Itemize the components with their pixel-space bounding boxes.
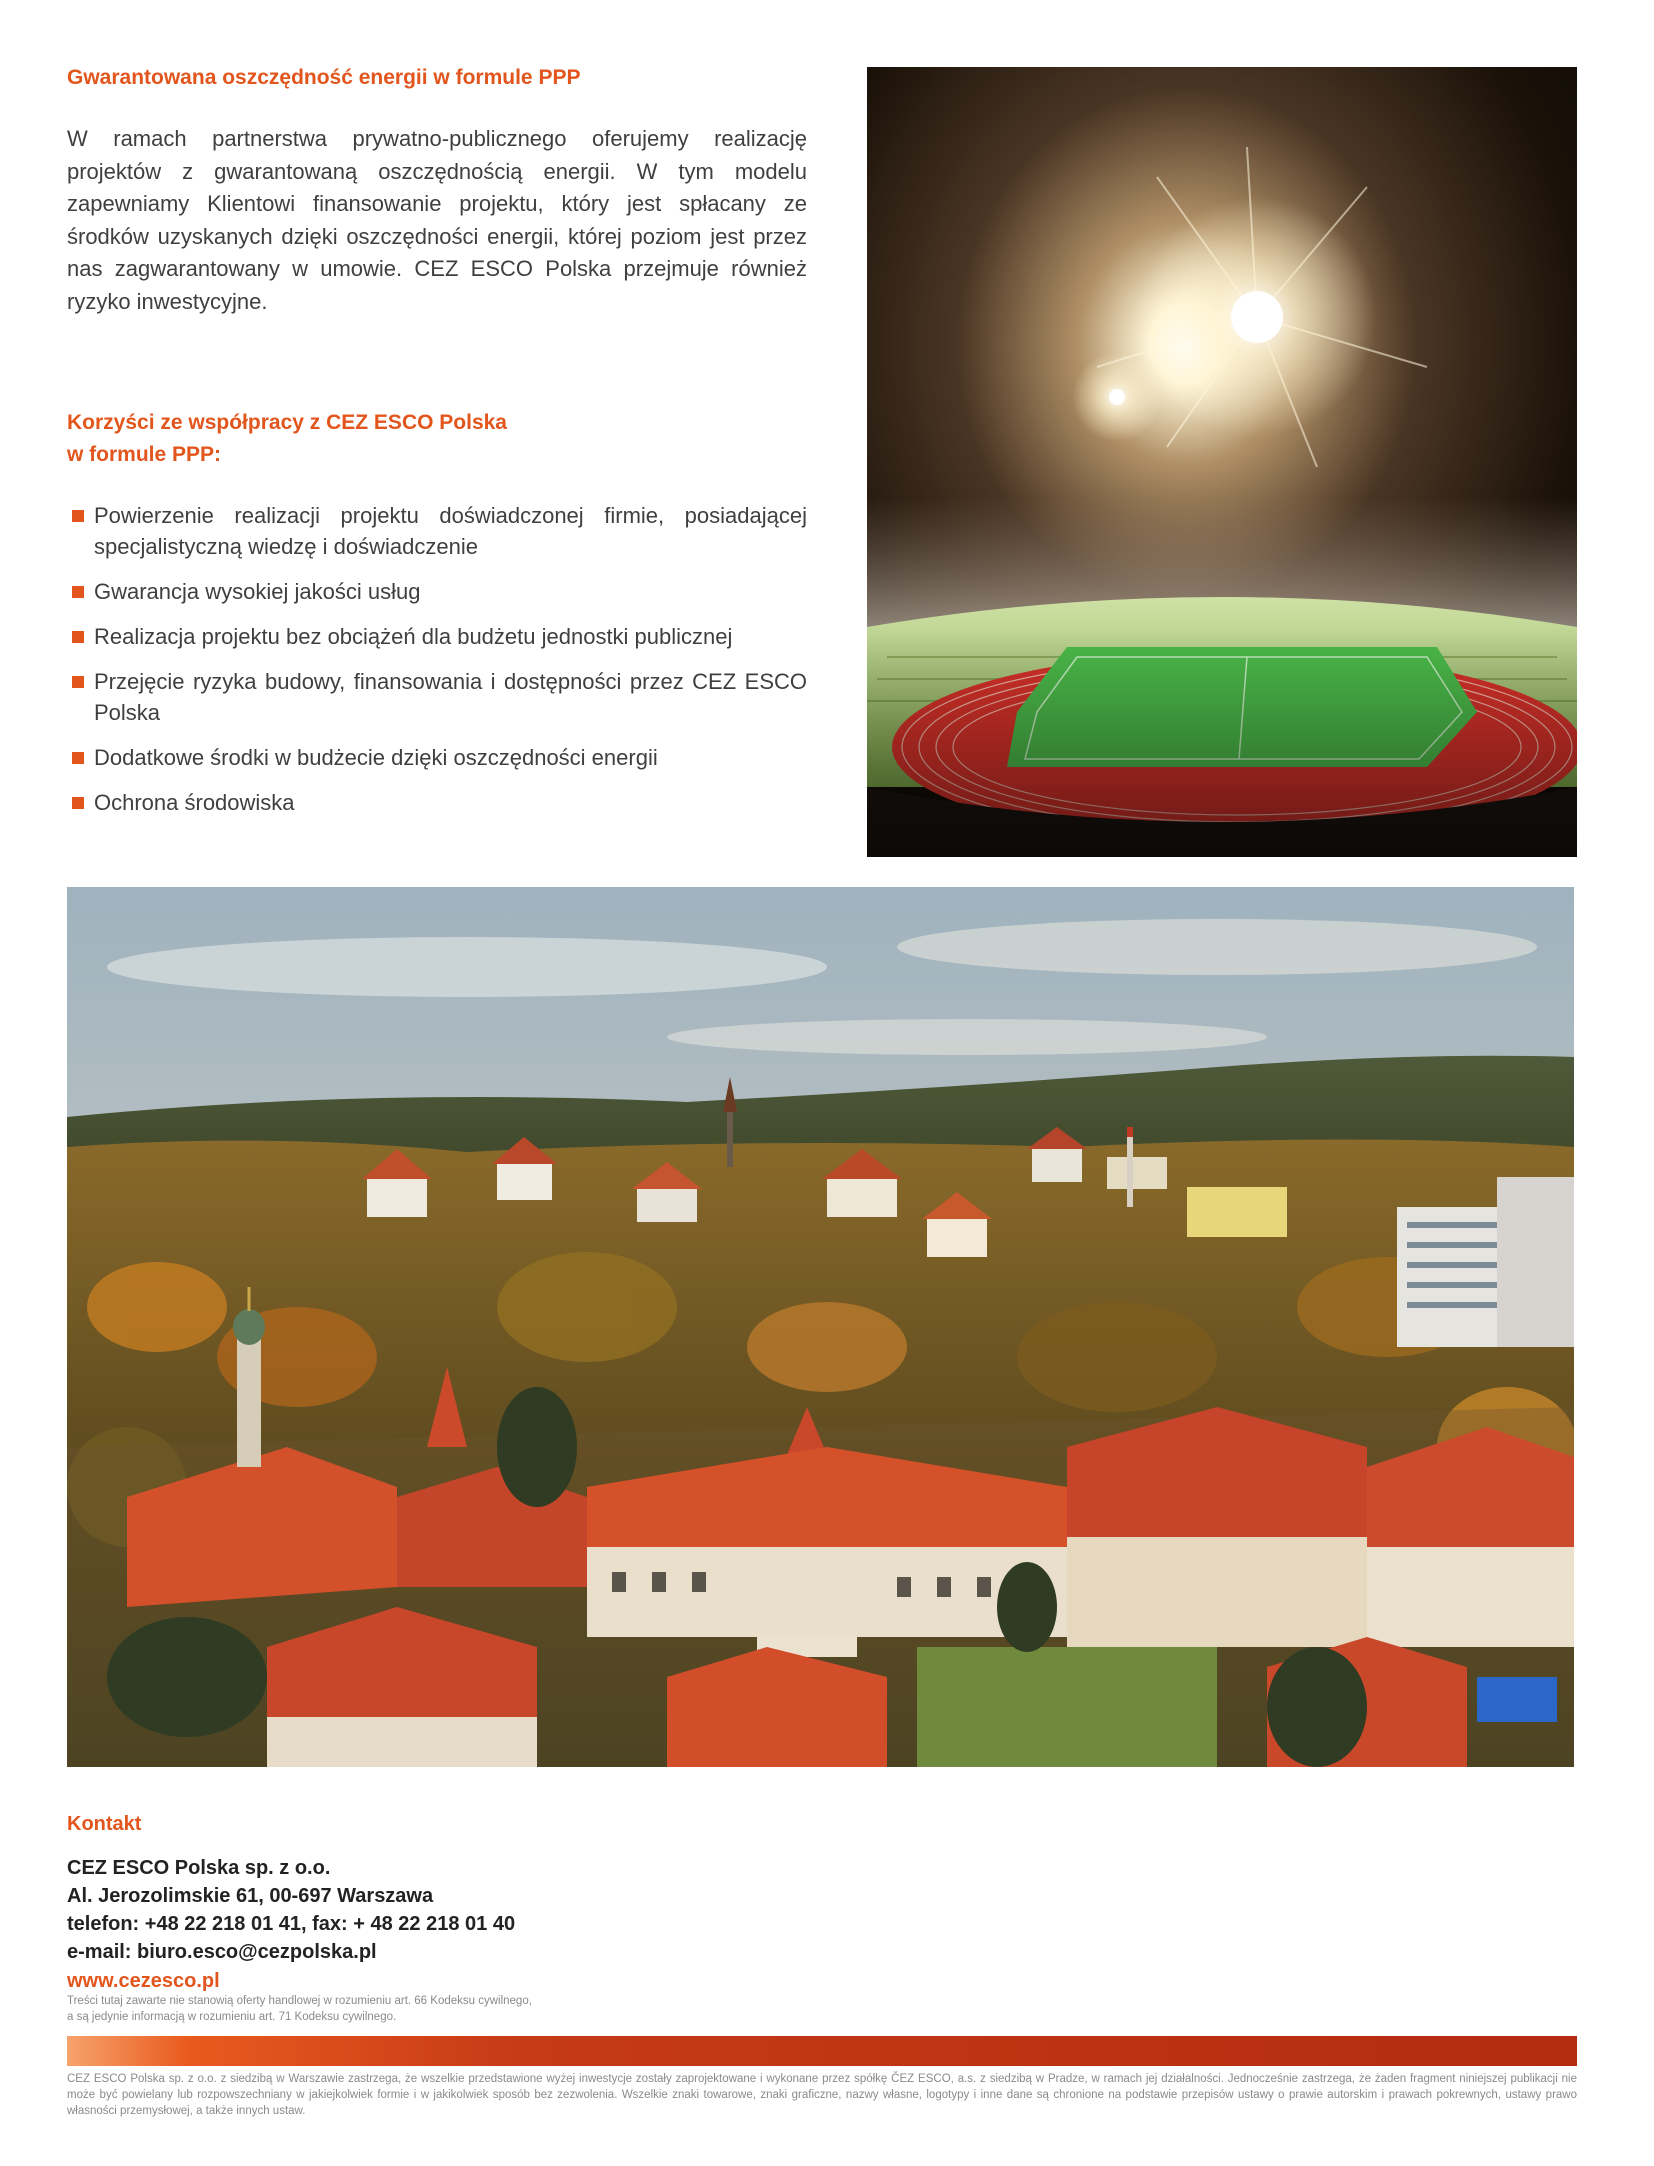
contact-block xyxy=(67,1813,867,1996)
town-photo xyxy=(67,887,1574,1767)
list-item-text: Powierzenie realizacji projektu doświadczonej firmie, posiadającej specjalistyczną wiedzę i doświadczenie xyxy=(94,503,807,559)
benefits-title-line2: w formule PPP: xyxy=(67,443,222,466)
company-address: Al. Jerozolimskie 61, 00-697 Warszawa xyxy=(67,1885,434,1907)
list-item xyxy=(67,621,807,652)
legal-note xyxy=(67,1993,667,2025)
section-title: Gwarantowana oszczędność energii w formule PPP xyxy=(67,66,581,89)
list-item-text: Realizacja projektu bez obciążeń dla budżetu jednostki publicznej xyxy=(94,624,733,649)
square-bullet-icon xyxy=(72,631,84,643)
list-item-text: Ochrona środowiska xyxy=(94,790,295,815)
company-name: CEZ ESCO Polska sp. z o.o. xyxy=(67,1857,331,1879)
list-item xyxy=(67,666,807,728)
company-email[interactable]: e-mail: biuro.esco@cezpolska.pl xyxy=(67,1941,377,1963)
square-bullet-icon xyxy=(72,676,84,688)
benefits-title-line1: Korzyści ze współpracy z CEZ ESCO Polska xyxy=(67,411,507,434)
list-item xyxy=(67,500,807,562)
legal-note-line1: Treści tutaj zawarte nie stanowią oferty handlowej w rozumieniu art. 66 Kodeksu cywilnego, xyxy=(67,1995,532,2007)
square-bullet-icon xyxy=(72,510,84,522)
list-item-text: Gwarancja wysokiej jakości usług xyxy=(94,579,421,604)
footer-disclaimer: CEZ ESCO Polska sp. z o.o. z siedzibą w Warszawie zastrzega, że wszelkie przedstawione wyżej inwestycje zostały zaprojektowane i wykonane przez spółkę ČEZ ESCO, a.s. z siedzibą w Pradze, w ramach jej działalności. Jednocześnie zastrzega, że żaden fragment niniejszej publikacji nie może być powielany lub rozpowszechniany w jakiejkolwiek formie i w jakikolwiek sposób bez zezwolenia. Wszelkie znaki towarowe, znaki graficzne, nazwy własne, logotypy i inne dane są chronione na podstawie przepisów ustawy o prawie autorskim i prawach pokrewnych, ustawy prawo własności przemysłowej, a także innych ustaw. xyxy=(67,2073,1577,2117)
benefits-title xyxy=(67,407,807,471)
list-item-text: Przejęcie ryzyka budowy, finansowania i dostępności przez CEZ ESCO Polska xyxy=(94,669,807,725)
list-item xyxy=(67,576,807,607)
list-item xyxy=(67,787,807,818)
square-bullet-icon xyxy=(72,752,84,764)
contact-heading: Kontakt xyxy=(67,1813,142,1835)
list-item xyxy=(67,742,807,773)
square-bullet-icon xyxy=(72,797,84,809)
intro-paragraph: W ramach partnerstwa prywatno-publicznego oferujemy realizację projektów z gwarantowaną oszczędnością energii. W tym modelu zapewniamy Klientowi finansowanie projektu, który jest spłacany ze środków uzyskanych dzięki oszczędności energii, której poziom jest przez nas zagwarantowany w umowie. CEZ ESCO Polska przejmuje również ryzyko inwestycyjne. xyxy=(67,126,807,314)
legal-note-line2: a są jedynie informacją w rozumieniu art. 71 Kodeksu cywilnego. xyxy=(67,2011,397,2023)
footer-bar xyxy=(67,2036,1577,2066)
benefits-list xyxy=(67,500,807,832)
stadium-photo xyxy=(867,67,1577,857)
company-phone: telefon: +48 22 218 01 41, fax: + 48 22 218 01 40 xyxy=(67,1913,516,1935)
square-bullet-icon xyxy=(72,586,84,598)
company-website-link[interactable]: www.cezesco.pl xyxy=(67,1970,220,1992)
list-item-text: Dodatkowe środki w budżecie dzięki oszczędności energii xyxy=(94,745,658,770)
